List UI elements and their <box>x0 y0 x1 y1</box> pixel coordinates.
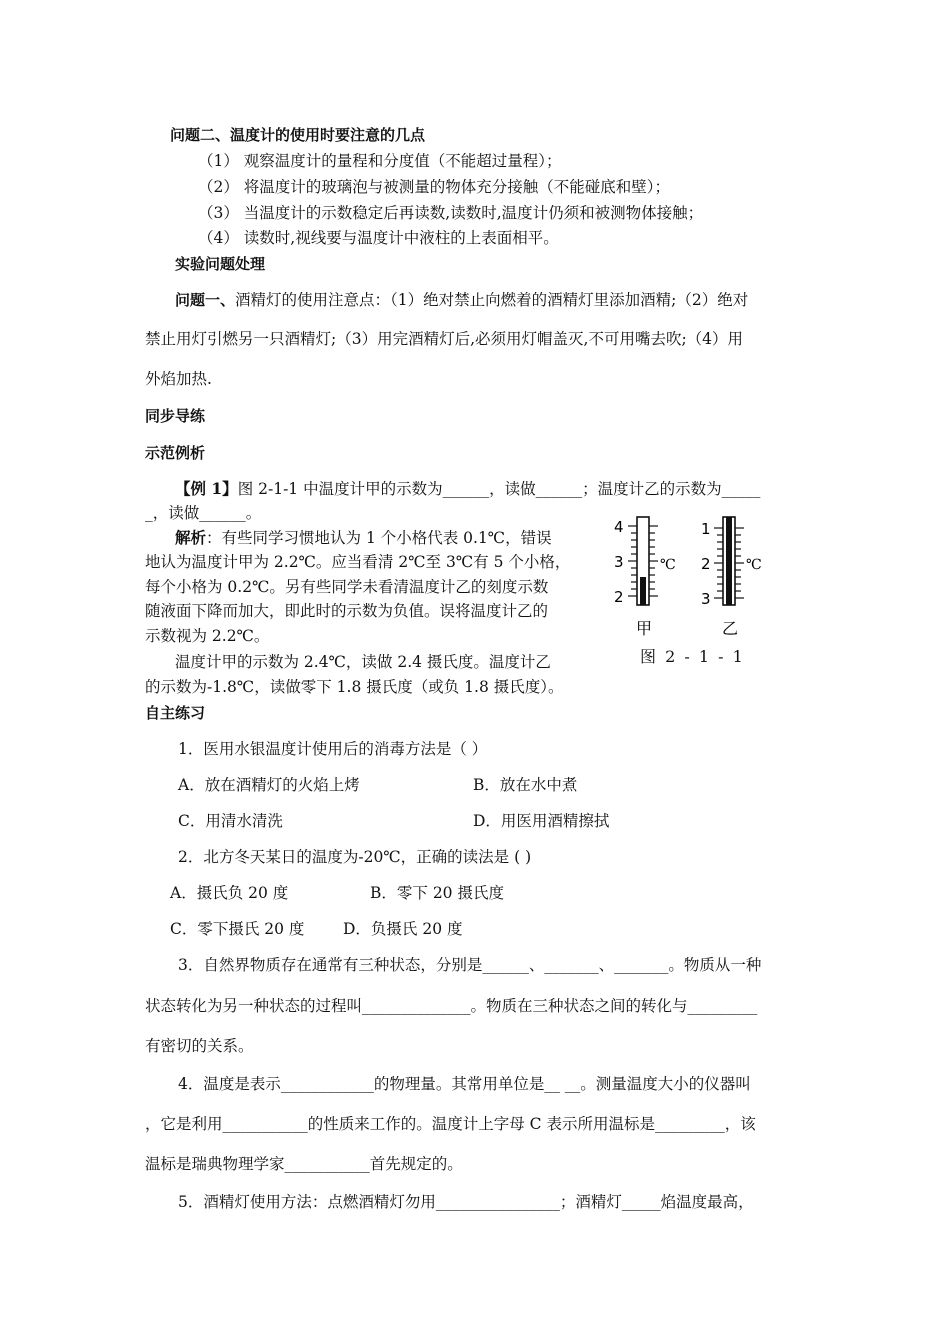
practice-q4-line-1: 4．温度是表示____________的物理量。其常用单位是__ __。测量温度大小的仪器叫 <box>178 1075 751 1093</box>
yi-label: 乙 <box>722 619 739 638</box>
thermometer-jia <box>614 517 676 638</box>
jia-tick-top: 4 <box>614 518 624 536</box>
practice-q1-option-c: C．用清水清洗 <box>178 812 283 830</box>
thermometer-drawing <box>600 512 790 642</box>
q1-line-2: 禁止用灯引燃另一只酒精灯;（3）用完酒精灯后,必须用灯帽盖灭,不可用嘴去吹;（4）用 <box>145 330 744 348</box>
yi-unit: ℃ <box>746 557 762 573</box>
practice-q5: 5．酒精灯使用方法：点燃酒精灯勿用________________；酒精灯_____焰温度最高， <box>178 1193 754 1211</box>
practice-q2-option-a: A．摄氏负 20 度 <box>170 884 289 902</box>
practice-q1-option-a: A．放在酒精灯的火焰上烤 <box>178 776 360 794</box>
analysis-line-5: 示数视为 2.2℃。 <box>145 627 270 645</box>
practice-q3-line-2: 状态转化为另一种状态的过程叫______________。物质在三种状态之间的转化与_________ <box>145 997 758 1015</box>
analysis-line-2: 地认为温度计甲为 2.2℃。应当看清 2℃至 3℃有 5 个小格， <box>145 553 571 571</box>
analysis-text-1: ：有些同学习惯地认为 1 个小格代表 0.1℃，错误 <box>206 529 552 547</box>
analysis-line-1 <box>175 528 552 548</box>
analysis-label: 解析 <box>175 528 207 547</box>
q2-title: 问题二、温度计的使用时要注意的几点 <box>170 126 426 144</box>
example-text-1: 图 2-1-1 中温度计甲的示数为______，读做______；温度计乙的示数为_____ <box>237 480 761 498</box>
q1-text-1: 酒精灯的使用注意点：（1）绝对禁止向燃着的酒精灯里添加酒精;（2）绝对 <box>235 291 749 309</box>
practice-q2-option-c: C．零下摄氏 20 度 <box>170 920 305 938</box>
yi-tick-bottom: 3 <box>701 590 711 608</box>
practice-title: 自主练习 <box>145 704 206 722</box>
jia-unit: ℃ <box>660 557 676 573</box>
practice-q3-line-3: 有密切的关系。 <box>145 1037 254 1055</box>
practice-q2: 2．北方冬天某日的温度为-20℃，正确的读法是 ( ) <box>178 848 532 866</box>
answer-line-2: 的示数为-1.8℃，读做零下 1.8 摄氏度（或负 1.8 摄氏度）。 <box>145 678 564 696</box>
analysis-line-3: 每个小格为 0.2℃。另有些同学未看清温度计乙的刻度示数 <box>145 578 549 596</box>
practice-q4-line-2: ，它是利用___________的性质来工作的。温度计上字母 C 表示所用温标是_________，该 <box>145 1115 756 1133</box>
practice-q2-option-d: D．负摄氏 20 度 <box>343 920 463 938</box>
practice-q3-line-1: 3．自然界物质存在通常有三种状态，分别是______、_______、_______。物质从一种 <box>178 956 762 974</box>
q1-line-3: 外焰加热. <box>145 370 212 388</box>
example-label: 【例 1】 <box>175 479 238 498</box>
analysis-line-4: 随液面下降而加大，即此时的示数为负值。误将温度计乙的 <box>145 602 549 620</box>
figure-caption: 图 2 - 1 - 1 <box>640 647 745 666</box>
example-title: 示范例析 <box>145 444 206 462</box>
experiment-title: 实验问题处理 <box>175 255 266 273</box>
q2-item-1: （1） 观察温度计的量程和分度值（不能超过量程）； <box>198 152 562 170</box>
practice-q2-option-b: B．零下 20 摄氏度 <box>370 884 504 902</box>
practice-q1-option-b: B．放在水中煮 <box>473 776 578 794</box>
example-line-2: _，读做______。 <box>145 504 262 522</box>
answer-line-1: 温度计甲的示数为 2.4℃，读做 2.4 摄氏度。温度计乙 <box>175 653 551 671</box>
practice-q1: 1．医用水银温度计使用后的消毒方法是（ ） <box>178 740 488 758</box>
practice-q4-line-3: 温标是瑞典物理学家___________首先规定的。 <box>145 1155 463 1173</box>
jia-tick-bottom: 2 <box>614 588 624 606</box>
thermometer-yi <box>701 517 762 638</box>
yi-tick-mid: 2 <box>701 555 711 573</box>
q1-line-1 <box>175 290 748 310</box>
q1-label: 问题一、 <box>175 291 236 309</box>
thermometer-figure <box>600 512 790 672</box>
yi-tick-top: 1 <box>701 520 711 538</box>
jia-tick-mid: 3 <box>614 553 624 571</box>
q2-item-2: （2） 将温度计的玻璃泡与被测量的物体充分接触（不能碰底和壁）； <box>198 178 671 196</box>
q2-item-3: （3） 当温度计的示数稳定后再读数,读数时,温度计仍须和被测物体接触； <box>198 204 704 222</box>
sync-title: 同步导练 <box>145 407 206 425</box>
q2-item-4: （4） 读数时,视线要与温度计中液柱的上表面相平。 <box>198 229 559 247</box>
practice-q1-option-d: D．用医用酒精擦拭 <box>473 812 610 830</box>
jia-label: 甲 <box>636 619 653 638</box>
example-line-1 <box>175 479 760 499</box>
